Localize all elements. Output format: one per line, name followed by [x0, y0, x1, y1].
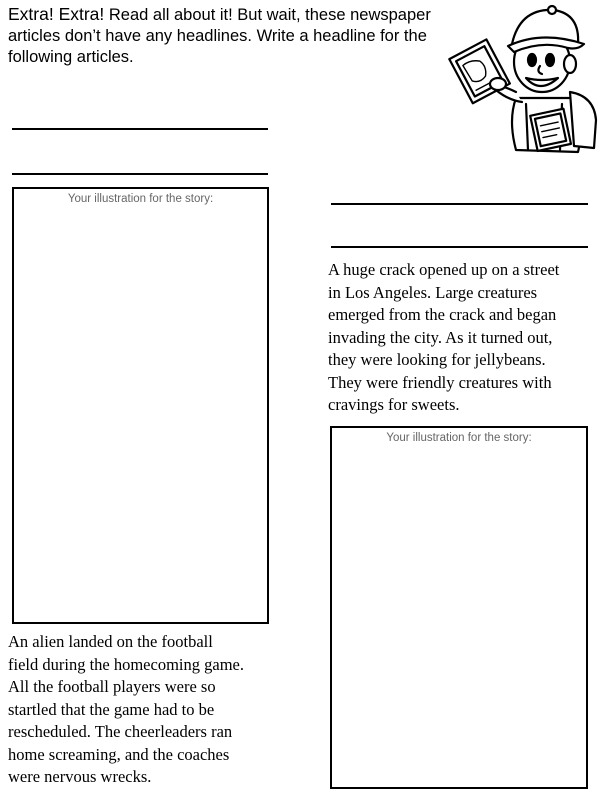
right-story: [328, 259, 594, 417]
story-line: startled that the game had to be: [8, 699, 215, 719]
story-line: cravings for sweets.: [328, 395, 460, 414]
right-illustration-box[interactable]: [330, 426, 588, 789]
left-headline-line-2[interactable]: [12, 173, 268, 175]
story-line: They were friendly creatures with: [328, 372, 552, 392]
left-illustration-caption: Your illustration for the story:: [67, 193, 214, 205]
left-story: [8, 631, 298, 789]
story-line: field during the homecoming game.: [8, 654, 244, 674]
story-line: in Los Angeles. Large creatures: [328, 282, 538, 302]
story-line: rescheduled. The cheerleaders ran: [8, 722, 233, 741]
story-line: they were looking for jellybeans.: [328, 350, 546, 369]
newsboy-illustration: [438, 0, 600, 162]
story-line: All the football players were so: [8, 677, 216, 696]
left-headline-line-1[interactable]: [12, 128, 268, 130]
instructions-lead: Extra! Extra!: [8, 4, 105, 24]
story-line: A huge crack opened up on a street: [328, 260, 560, 279]
story-line: were nervous wrecks.: [8, 767, 152, 786]
instructions: [8, 4, 478, 68]
story-line: emerged from the crack and began: [328, 305, 557, 324]
right-headline-line-1[interactable]: [331, 203, 588, 205]
left-illustration-box[interactable]: [12, 187, 269, 624]
story-line: invading the city. As it turned out,: [328, 327, 553, 347]
right-headline-line-2[interactable]: [331, 246, 588, 248]
instructions-rest: Read all about it! But wait, these newspaper articles don’t have any headlines. Write a headline for the following articles.: [8, 6, 431, 66]
right-illustration-caption: Your illustration for the story:: [386, 432, 532, 444]
story-line: An alien landed on the football: [8, 632, 213, 651]
story-line: home screaming, and the coaches: [8, 744, 230, 764]
